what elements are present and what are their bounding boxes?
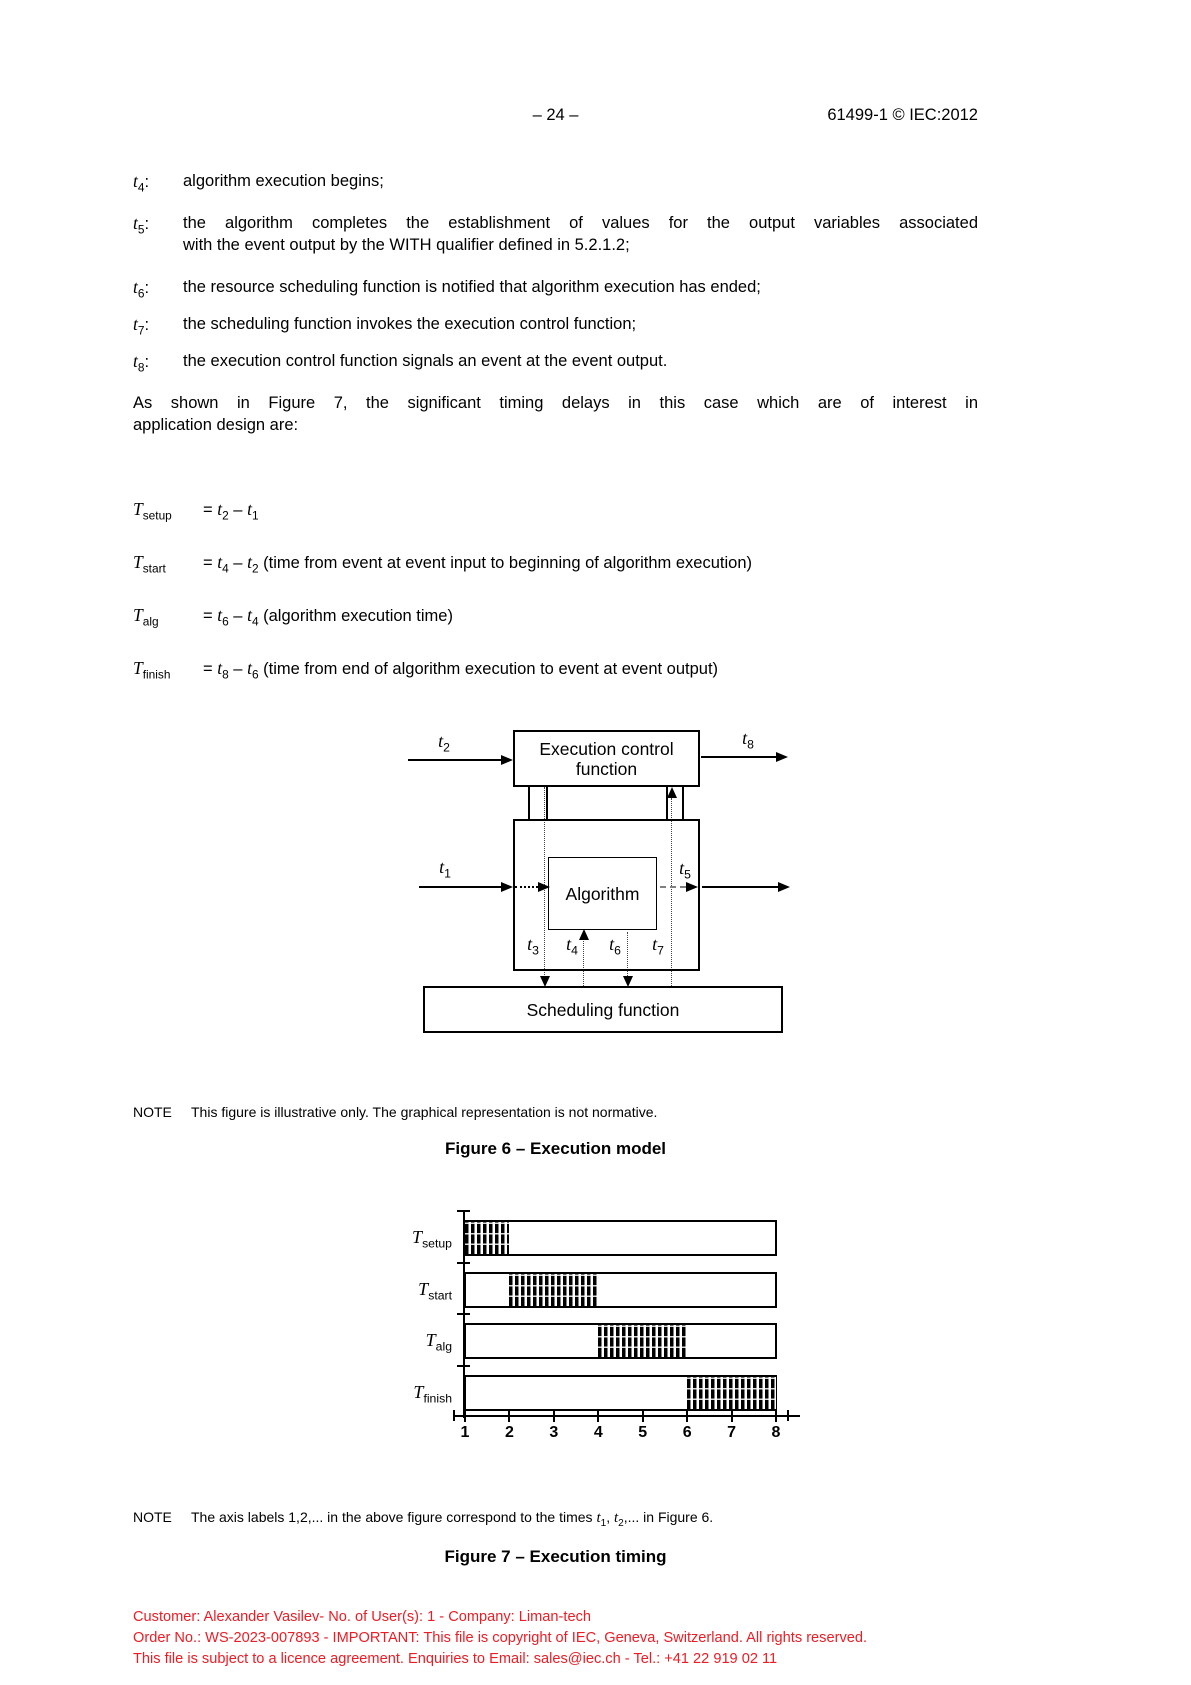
t5-arrow-line	[702, 886, 778, 888]
timing-bar-finish	[464, 1375, 777, 1411]
scheduling-function-box	[423, 986, 783, 1033]
x-tick-3	[553, 1409, 555, 1422]
x-tick-7	[731, 1409, 733, 1422]
formula-rhs: = $t_2 - t_1$	[203, 499, 259, 523]
x-axis-line	[453, 1415, 800, 1417]
x-tick-label-6: 6	[682, 1424, 692, 1441]
x-tick-2	[508, 1409, 510, 1422]
row-tick-setup	[457, 1210, 470, 1212]
t8-arrowhead	[776, 752, 788, 762]
note-text: The axis labels 1,2,... in the above figure correspond to the times $t_1$, $t_2$,... in Figure 6.	[191, 1509, 714, 1529]
formula-tsetup	[133, 499, 978, 523]
definition-text-t8: the execution control function signals an event at the event output.	[183, 352, 668, 370]
row-tick-finish	[457, 1365, 470, 1367]
label-t6: $t_6$	[609, 934, 621, 958]
label-t1: $t_1$	[439, 857, 451, 881]
formula-lhs: $T_{start}$	[133, 552, 166, 576]
figure7-caption: Figure 7 – Execution timing	[444, 1547, 667, 1566]
t1-arrowhead	[501, 882, 513, 892]
note-label: NOTE	[133, 1104, 172, 1120]
formula-rhs: = $t_8 - t_6$ (time from end of algorithm execution to event at event output)	[203, 658, 719, 682]
row-label-alg: $T_{alg}$	[425, 1330, 452, 1354]
timing-bar-setup	[464, 1220, 777, 1256]
formula-lhs: $T_{setup}$	[133, 499, 172, 523]
formula-rhs: = $t_4 - t_2$ (time from event at event input to beginning of algorithm execution)	[203, 552, 752, 576]
formula-tstart	[133, 552, 978, 576]
definition-t5	[133, 212, 978, 256]
t2-arrow-line	[408, 759, 501, 761]
x-tick-4	[597, 1409, 599, 1422]
label-t8: $t_8$	[742, 728, 754, 752]
t5-dashed-segment	[660, 886, 686, 888]
definition-text-t5: the algorithm completes the establishment of values for the output variables associated with the event output by the WITH qualifier defined in 5.2.1.2;	[183, 214, 978, 254]
term-t6: $t_6$:	[133, 277, 150, 301]
x-axis-endcap-right	[787, 1410, 789, 1421]
label-t3: $t_3$	[527, 934, 539, 958]
t5-arrowhead	[778, 882, 790, 892]
term-t5: $t_5$:	[133, 213, 150, 237]
t1-arrow-line	[419, 886, 501, 888]
page-number: – 24 –	[532, 106, 579, 124]
t7-arrowhead-up	[667, 787, 677, 798]
intro-paragraph: As shown in Figure 7, the significant timing delays in this case which are of interest in application design are:	[133, 394, 978, 434]
hatch-start	[509, 1274, 598, 1306]
term-t4: $t_4$:	[133, 171, 150, 195]
row-label-setup: $T_{setup}$	[412, 1227, 452, 1251]
x-tick-label-2: 2	[504, 1424, 514, 1441]
licence-footer	[133, 1607, 867, 1670]
hatch-alg	[598, 1325, 687, 1357]
x-tick-label-3: 3	[549, 1424, 559, 1441]
connector-leg-left	[528, 783, 548, 821]
term-t7: $t_7$:	[133, 314, 150, 338]
note-label: NOTE	[133, 1509, 172, 1525]
x-tick-label-5: 5	[638, 1424, 648, 1441]
formula-lhs: $T_{alg}$	[133, 605, 159, 629]
formula-lhs: $T_{finish}$	[133, 658, 171, 682]
t5-inner-arrowhead	[686, 882, 698, 892]
t8-arrow-line	[701, 756, 776, 758]
x-tick-5	[642, 1409, 644, 1422]
note-text: This figure is illustrative only. The graphical representation is not normative.	[191, 1104, 658, 1120]
label-t7: $t_7$	[652, 934, 664, 958]
x-tick-label-4: 4	[593, 1424, 603, 1441]
execution-control-function-box	[513, 730, 700, 787]
algorithm-box	[548, 857, 657, 930]
definition-t4	[133, 170, 978, 195]
x-tick-8	[775, 1409, 777, 1422]
algorithm-label: Algorithm	[565, 883, 640, 904]
t1-inner-arrowhead	[538, 882, 550, 892]
figure6-caption: Figure 6 – Execution model	[444, 1139, 667, 1158]
row-label-start: $T_{start}$	[418, 1279, 452, 1303]
label-t5: $t_5$	[679, 858, 691, 882]
term-t8: $t_8$:	[133, 351, 150, 375]
timing-bar-alg	[464, 1323, 777, 1359]
t1-dotted-segment	[515, 886, 538, 888]
figure7-note	[133, 1508, 978, 1527]
definition-text-t7: the scheduling function invokes the execution control function;	[183, 315, 637, 333]
footer-line-order: Order No.: WS-2023-007893 - IMPORTANT: This file is copyright of IEC, Geneva, Switzerland. All rights reserved.	[133, 1630, 868, 1646]
definition-t6	[133, 276, 978, 301]
x-tick-label-7: 7	[727, 1424, 737, 1441]
execution-control-function-label: Execution control function	[539, 738, 674, 779]
label-t4: $t_4$	[566, 934, 578, 958]
row-tick-start	[457, 1262, 470, 1264]
x-tick-label-8: 8	[771, 1424, 781, 1441]
definition-t8	[133, 350, 978, 375]
definition-t7	[133, 313, 978, 338]
timing-bar-start	[464, 1272, 777, 1308]
label-t2: $t_2$	[438, 731, 450, 755]
row-tick-alg	[457, 1313, 470, 1315]
x-tick-6	[686, 1409, 688, 1422]
row-label-finish: $T_{finish}$	[413, 1382, 452, 1406]
footer-line-customer: Customer: Alexander Vasilev- No. of User(s): 1 - Company: Liman-tech	[133, 1609, 591, 1625]
hatch-setup	[465, 1222, 509, 1254]
document-reference: 61499-1 © IEC:2012	[827, 106, 978, 124]
formula-rhs: = $t_6 - t_4$ (algorithm execution time)	[203, 605, 453, 629]
formula-tfinish	[133, 658, 978, 682]
x-tick-1	[464, 1409, 466, 1422]
x-axis-endcap-left	[453, 1410, 455, 1421]
hatch-finish	[687, 1377, 776, 1409]
figure6-note	[133, 1103, 978, 1121]
figure6-diagram	[390, 720, 800, 1050]
scheduling-function-label: Scheduling function	[526, 999, 680, 1020]
formula-talg	[133, 605, 978, 629]
t2-arrowhead	[501, 755, 513, 765]
definition-text-t4: algorithm execution begins;	[183, 172, 384, 190]
footer-line-licence: This file is subject to a licence agreement. Enquiries to Email: sales@iec.ch - Tel.: +41 22 919 02 11	[133, 1651, 778, 1667]
x-tick-label-1: 1	[460, 1424, 470, 1441]
definition-text-t6: the resource scheduling function is notified that algorithm execution has ended;	[183, 278, 761, 296]
